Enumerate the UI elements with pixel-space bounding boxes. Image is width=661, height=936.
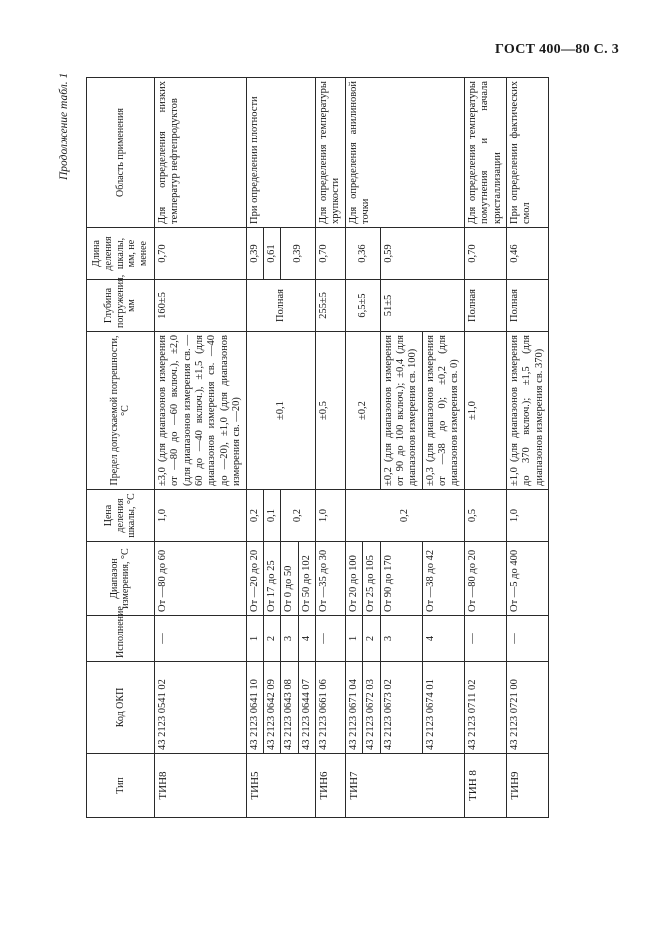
range-cell: От 90 до 170 [380, 542, 422, 616]
usage-cell: При определении плотности [246, 78, 316, 228]
col-header-type: Тип [87, 754, 155, 818]
type-cell: ТИН5 [246, 754, 316, 818]
length-cell: 0,70 [316, 228, 346, 280]
table-row [316, 78, 346, 818]
error-cell: ±1,0 (для диапазонов измерения до 370 включ.); ±1,5 (для диапазонов измерения св. 370) [506, 332, 548, 490]
type-cell: ТИН9 [506, 754, 548, 818]
usage-cell: Для определения температуры помутнения и начала кристаллизации [464, 78, 506, 228]
page-header: ГОСТ 400—80 С. 3 [495, 42, 619, 57]
col-header-division: Цена деления шкалы, °С [87, 490, 155, 542]
depth-cell: 160±5 [154, 280, 246, 332]
division-cell: 0,2 [345, 490, 464, 542]
length-cell: 0,46 [506, 228, 548, 280]
depth-cell: 6,5±5 [345, 280, 380, 332]
okp-cell: 43 2123 0711 02 [464, 662, 506, 754]
range-cell: От 0 до 50 [281, 542, 298, 616]
table-row [345, 78, 362, 818]
depth-cell: 51±5 [380, 280, 464, 332]
col-header-error: Предел допускаемой погрешности, °С [87, 332, 155, 490]
okp-cell: 43 2123 0642 09 [263, 662, 280, 754]
length-cell: 0,59 [380, 228, 464, 280]
range-cell: От —20 до 20 [246, 542, 263, 616]
table-row [154, 78, 246, 818]
range-cell: От —35 до 30 [316, 542, 346, 616]
type-cell: ТИН7 [345, 754, 464, 818]
type-cell: ТИН 8 [464, 754, 506, 818]
okp-cell: 43 2123 0641 10 [246, 662, 263, 754]
exec-cell: — [154, 616, 246, 662]
division-cell: 1,0 [154, 490, 246, 542]
exec-cell: 1 [246, 616, 263, 662]
range-cell: От —80 до 20 [464, 542, 506, 616]
table-row [246, 78, 263, 818]
exec-cell: 3 [380, 616, 422, 662]
error-cell: ±0,5 [316, 332, 346, 490]
length-cell: 0,36 [345, 228, 380, 280]
col-header-range: Диапазон измерения, °С [87, 542, 155, 616]
table-row [506, 78, 548, 818]
header-row [87, 78, 155, 818]
col-header-exec: Исполнение [87, 616, 155, 662]
division-cell: 0,1 [263, 490, 280, 542]
okp-cell: 43 2123 0671 04 [345, 662, 362, 754]
length-cell: 0,39 [281, 228, 316, 280]
error-cell: ±0,2 [345, 332, 380, 490]
range-cell: От 25 до 105 [363, 542, 380, 616]
depth-cell: Полная [246, 280, 316, 332]
col-header-length: Длина деления шкалы, мм, не менее [87, 228, 155, 280]
length-cell: 0,39 [246, 228, 263, 280]
okp-cell: 43 2123 0672 03 [363, 662, 380, 754]
division-cell: 0,5 [464, 490, 506, 542]
exec-cell: 1 [345, 616, 362, 662]
okp-cell: 43 2123 0541 02 [154, 662, 246, 754]
exec-cell: 2 [363, 616, 380, 662]
depth-cell: 255±5 [316, 280, 346, 332]
error-cell: ±0,3 (для диапазонов измерения от —38 до 0); ±0,2 (для диапазонов измерения св. 0) [422, 332, 464, 490]
range-cell: От —38 до 42 [422, 542, 464, 616]
okp-cell: 43 2123 0674 01 [422, 662, 464, 754]
error-cell: ±0,2 (для диапазонов измерения от 90 до 100 включ.); ±0,4 (для диапазонов измерения св. 100) [380, 332, 422, 490]
length-cell: 0,70 [464, 228, 506, 280]
division-cell: 0,2 [281, 490, 316, 542]
error-cell: ±3,0 (для диапазонов измерения от —80 до —60 включ.), ±2,0 (для диапазонов измерения св. —60 до —40 включ.), ±1,5 (для диапазонов измерения св. —40 до —20), ±1,0 (для диапазонов измерения св. —20) [154, 332, 246, 490]
error-cell: ±0,1 [246, 332, 316, 490]
okp-cell: 43 2123 0661 06 [316, 662, 346, 754]
exec-cell: 4 [422, 616, 464, 662]
col-header-okp: Код ОКП [87, 662, 155, 754]
depth-cell: Полная [506, 280, 548, 332]
exec-cell: — [506, 616, 548, 662]
table-continuation-label: Продолжение табл. 1 [58, 72, 70, 180]
exec-cell: — [464, 616, 506, 662]
usage-cell: Для определения низких температур нефтепродуктов [154, 78, 246, 228]
type-cell: ТИН8 [154, 754, 246, 818]
exec-cell: — [316, 616, 346, 662]
division-cell: 1,0 [316, 490, 346, 542]
range-cell: От —80 до 60 [154, 542, 246, 616]
depth-cell: Полная [464, 280, 506, 332]
exec-cell: 2 [263, 616, 280, 662]
okp-cell: 43 2123 0643 08 [281, 662, 298, 754]
length-cell: 0,70 [154, 228, 246, 280]
exec-cell: 4 [298, 616, 315, 662]
range-cell: От 20 до 100 [345, 542, 362, 616]
exec-cell: 3 [281, 616, 298, 662]
col-header-depth: Глубина погружения, мм [87, 280, 155, 332]
table-row [464, 78, 506, 818]
okp-cell: 43 2123 0644 07 [298, 662, 315, 754]
error-cell: ±1,0 [464, 332, 506, 490]
okp-cell: 43 2123 0721 00 [506, 662, 548, 754]
length-cell: 0,61 [263, 228, 280, 280]
usage-cell: Для определения анилиновой точки [345, 78, 464, 228]
type-cell: ТИН6 [316, 754, 346, 818]
range-cell: От —5 до 400 [506, 542, 548, 616]
okp-cell: 43 2123 0673 02 [380, 662, 422, 754]
usage-cell: Для определения температуры хрупкости [316, 78, 346, 228]
col-header-usage: Область применения [87, 78, 155, 228]
range-cell: От 17 до 25 [263, 542, 280, 616]
usage-cell: При определении фактических смол [506, 78, 548, 228]
rotated-table-container [86, 78, 583, 818]
division-cell: 1,0 [506, 490, 548, 542]
range-cell: От 50 до 102 [298, 542, 315, 616]
thermometer-table [86, 77, 549, 818]
division-cell: 0,2 [246, 490, 263, 542]
